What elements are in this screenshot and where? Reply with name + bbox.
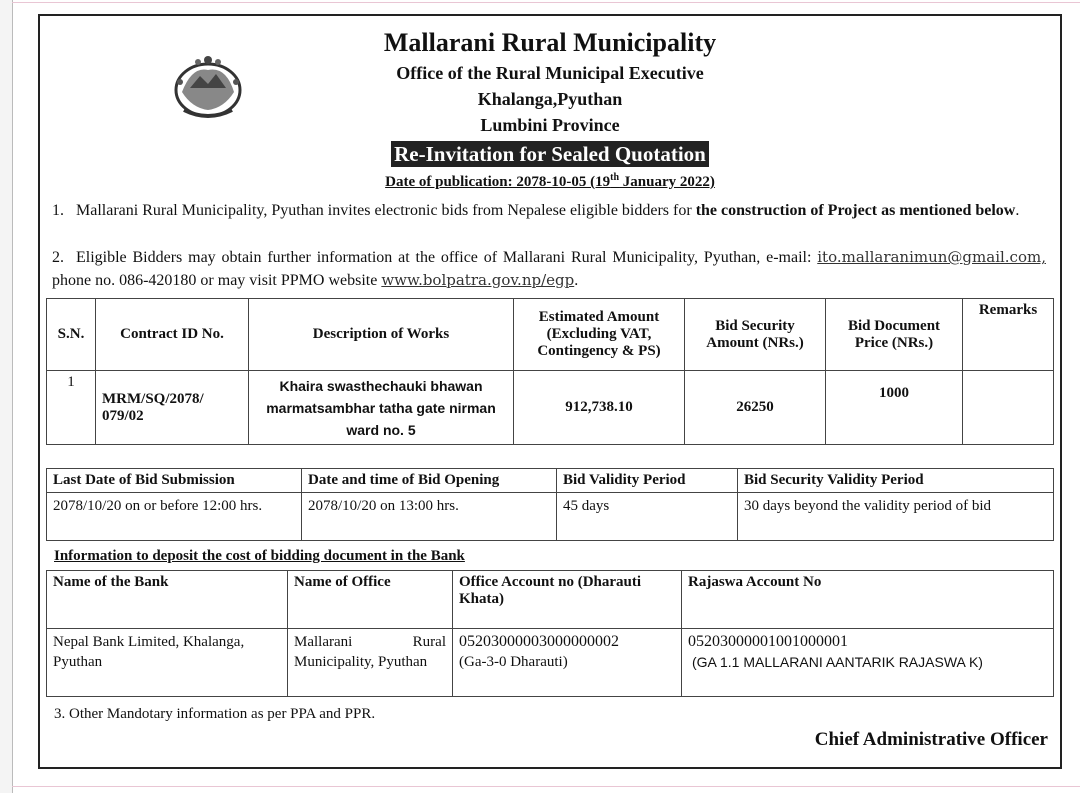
cell-bid-opening: 2078/10/20 on 13:00 hrs.: [302, 493, 557, 541]
schedule-header-row: [47, 469, 1054, 493]
header-security-validity: Bid Security Validity Period: [738, 469, 1054, 493]
header-contract-id: Contract ID No.: [96, 299, 249, 371]
cell-last-date: 2078/10/20 on or before 12:00 hrs.: [47, 493, 302, 541]
notice-frame: [38, 14, 1062, 769]
bank-table: [46, 570, 1054, 697]
signatory-title: Chief Administrative Officer: [814, 729, 1048, 750]
rajaswa-account-note: (GA 1.1 MALLARANI AANTARIK RAJASWA K): [692, 654, 983, 670]
paragraph-1: [52, 200, 1046, 222]
paragraph-1-text: Mallarani Rural Municipality, Pyuthan invites electronic bids from Nepalese eligible bidders for: [76, 202, 696, 219]
works-table: [46, 298, 1054, 445]
notice-title: Re-Invitation for Sealed Quotation: [391, 141, 709, 167]
email-link[interactable]: ito.mallaranimun@gmail.com,: [817, 248, 1046, 266]
deposit-info-title: Information to deposit the cost of bidding document in the Bank: [54, 548, 465, 564]
cell-office-account: [453, 629, 682, 697]
paragraph-2-number: 2.: [52, 249, 64, 266]
cell-bid-document-price: 1000: [826, 371, 963, 445]
cell-remarks: [963, 371, 1054, 445]
cell-bid-validity: 45 days: [557, 493, 738, 541]
rajaswa-account-number: 05203000001001000001: [688, 633, 848, 650]
header-bid-opening: Date and time of Bid Opening: [302, 469, 557, 493]
bank-header-row: [47, 571, 1054, 629]
paragraph-1-end: .: [1015, 202, 1020, 219]
ppmo-website-link[interactable]: www.bolpatra.gov.np/egp: [381, 271, 575, 289]
works-row: [47, 371, 1054, 445]
cell-sn: 1: [47, 371, 96, 445]
office-name: Office of the Rural Municipal Executive: [396, 63, 704, 83]
header-bank-name: Name of the Bank: [47, 571, 288, 629]
office-location: Khalanga,Pyuthan: [477, 89, 623, 109]
header-estimated-amount: Estimated Amount (Excluding VAT, Contingency & PS): [514, 299, 685, 371]
publication-date: Date of publication: 2078-10-05 (19th January 2022): [385, 172, 715, 190]
paragraph-2-text: Eligible Bidders may obtain further information at the office of Mallarani Rural Municipality, Pyuthan, e-mail:: [76, 249, 818, 266]
notice-title-wrap: [40, 141, 1060, 167]
paragraph-1-number: 1.: [52, 202, 64, 219]
bank-row: [47, 629, 1054, 697]
header-bid-security: Bid Security Amount (NRs.): [685, 299, 826, 371]
bottom-border-line: [12, 786, 1080, 787]
cell-security-validity: 30 days beyond the validity period of bid: [738, 493, 1054, 541]
municipality-name: Mallarani Rural Municipality: [383, 28, 717, 57]
cell-bank-name: Nepal Bank Limited, Khalanga, Pyuthan: [47, 629, 288, 697]
cell-rajaswa-account: [682, 629, 1054, 697]
left-margin-strip: [0, 0, 13, 793]
paragraph-2: [52, 246, 1046, 292]
office-account-note: (Ga-3-0 Dharauti): [459, 654, 568, 670]
header-description: Description of Works: [249, 299, 514, 371]
header-sn: S.N.: [47, 299, 96, 371]
top-border-line: [12, 2, 1080, 3]
header-last-date: Last Date of Bid Submission: [47, 469, 302, 493]
cell-estimated-amount: 912,738.10: [514, 371, 685, 445]
header-bid-document-price: Bid Document Price (NRs.): [826, 299, 963, 371]
schedule-table: [46, 468, 1054, 541]
other-information: 3. Other Mandotary information as per PPA and PPR.: [54, 706, 376, 722]
cell-description: Khaira swasthechauki bhawan marmatsambhar tatha gate nirman ward no. 5: [249, 371, 514, 445]
paragraph-2-end: .: [574, 272, 579, 289]
cell-office-name: Mallarani Rural Municipality, Pyuthan: [288, 629, 453, 697]
works-header-row: [47, 299, 1054, 371]
paragraph-1-bold: the construction of Project as mentioned below: [695, 202, 1016, 219]
header-bid-validity: Bid Validity Period: [557, 469, 738, 493]
schedule-row: [47, 493, 1054, 541]
office-account-number: 05203000003000000002: [459, 633, 619, 650]
header-remarks: Remarks: [963, 299, 1054, 371]
cell-bid-security: 26250: [685, 371, 826, 445]
cell-contract-id: MRM/SQ/2078/ 079/02: [96, 371, 249, 445]
header-office-account: Office Account no (Dharauti Khata): [453, 571, 682, 629]
province-name: Lumbini Province: [480, 115, 620, 135]
header-rajaswa-account: Rajaswa Account No: [682, 571, 1054, 629]
phone-text: phone no. 086-420180 or may visit PPMO website: [52, 272, 382, 289]
header-office-name: Name of Office: [288, 571, 453, 629]
